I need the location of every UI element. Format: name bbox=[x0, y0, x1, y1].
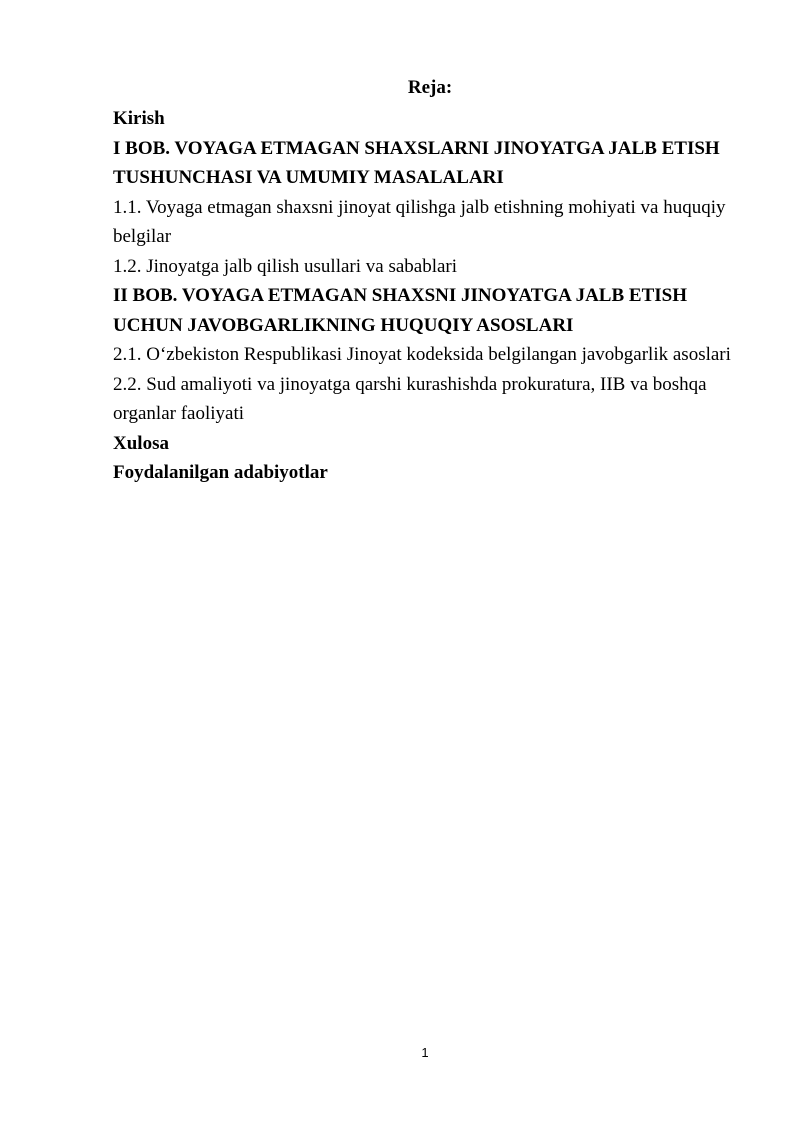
toc-line-introduction: Kirish bbox=[113, 108, 165, 129]
toc-line-chapter-1-title-cont: TUSHUNCHASI VA UMUMIY MASALALARI bbox=[113, 167, 504, 188]
toc-line-section-1-1-cont: belgilar bbox=[113, 226, 172, 247]
toc-line-section-2-1: 2.1. O‘zbekiston Respublikasi Jinoyat kodeksida belgilangan javobgarlik asoslari bbox=[113, 344, 731, 365]
toc-line-chapter-2-title: II BOB. VOYAGA ETMAGAN SHAXSNI JINOYATGA JALB ETISH bbox=[113, 285, 687, 306]
page-number: 1 bbox=[421, 1045, 429, 1060]
toc-line-chapter-1-title: I BOB. VOYAGA ETMAGAN SHAXSLARNI JINOYATGA JALB ETISH bbox=[113, 137, 720, 159]
toc-line-section-1-1: 1.1. Voyaga etmagan shaxsni jinoyat qilishga jalb etishning mohiyati va huquqiy bbox=[113, 196, 726, 218]
page-title: Reja: bbox=[407, 77, 453, 98]
table-of-contents bbox=[113, 104, 753, 488]
toc-line-conclusion: Xulosa bbox=[113, 432, 169, 454]
toc-line-section-2-2-cont: organlar faoliyati bbox=[113, 403, 245, 424]
toc-line-section-1-2: 1.2. Jinoyatga jalb qilish usullari va sabablari bbox=[113, 255, 458, 277]
toc-line-chapter-2-title-cont: UCHUN JAVOBGARLIKNING HUQUQIY ASOSLARI bbox=[113, 314, 574, 336]
toc-line-references: Foydalanilgan adabiyotlar bbox=[113, 462, 328, 483]
toc-line-section-2-2: 2.2. Sud amaliyoti va jinoyatga qarshi kurashishda prokuratura, IIB va boshqa bbox=[113, 373, 707, 395]
